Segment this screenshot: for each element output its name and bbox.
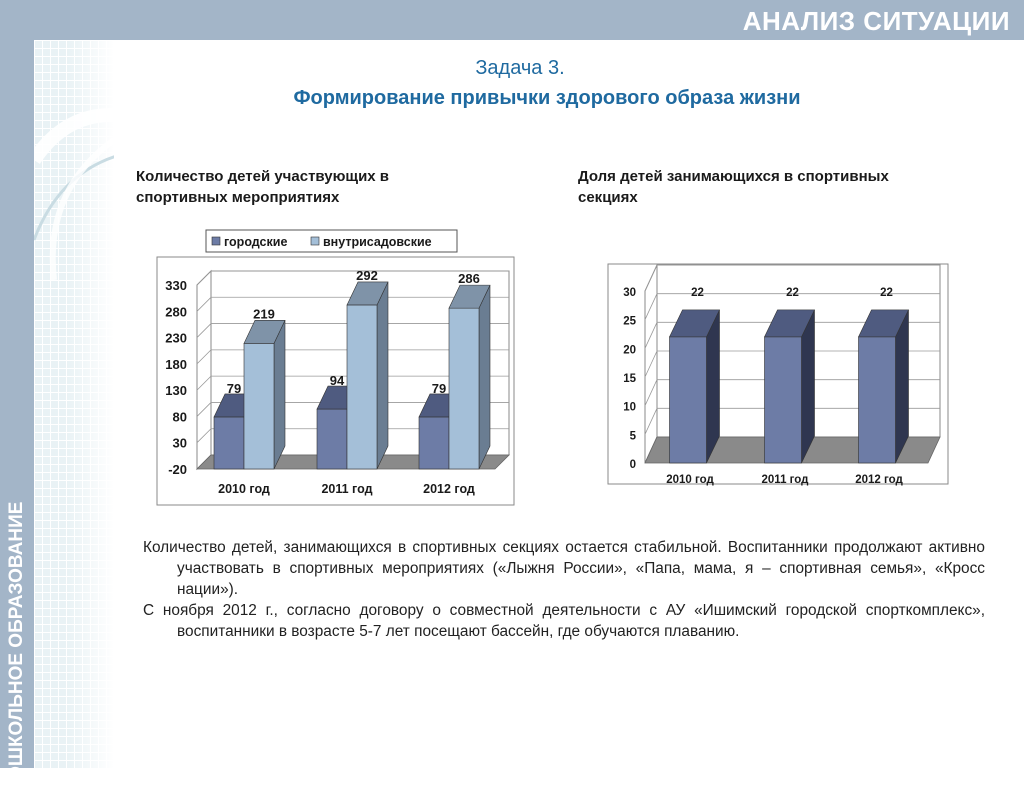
header-title: АНАЛИЗ СИТУАЦИИ bbox=[742, 6, 1010, 36]
chart2-y-tick-label: 15 bbox=[623, 373, 636, 385]
chart1-y-tick-label: -20 bbox=[168, 462, 187, 477]
chart1-data-label: 286 bbox=[458, 271, 480, 287]
chart2-data-label: 22 bbox=[880, 286, 893, 299]
chart2-data-label: 22 bbox=[786, 286, 799, 299]
chart1-y-tick-label: 30 bbox=[172, 435, 187, 451]
chart2-bar bbox=[765, 337, 802, 463]
chart2-bar bbox=[859, 337, 896, 463]
chart2-y-tick-label: 5 bbox=[629, 430, 636, 443]
chart1-y-tick-label: 130 bbox=[165, 383, 187, 399]
chart1-y-tick-label: 180 bbox=[165, 356, 187, 372]
sidebar-label: ДОШКОЛЬНОЕ ОБРАЗОВАНИЕ bbox=[6, 501, 27, 794]
chart1-data-label: 292 bbox=[356, 267, 378, 283]
chart1-y-tick-label: 80 bbox=[172, 409, 187, 425]
right-chart-caption: Доля детей занимающихся в спортивных секциях bbox=[578, 168, 889, 206]
chart1-y-tick-label: 230 bbox=[165, 330, 187, 346]
chart1-data-label: 79 bbox=[226, 380, 242, 396]
chart1-legend-label: внутрисадовские bbox=[323, 235, 432, 249]
chart1-y-tick-label: 330 bbox=[165, 278, 187, 293]
chart1-y-tick-label: 280 bbox=[165, 304, 187, 320]
task-number: Задача 3. bbox=[475, 57, 565, 79]
chart2-y-tick-label: 10 bbox=[623, 401, 636, 414]
chart2-y-tick-label: 30 bbox=[623, 287, 636, 299]
chart1-data-label: 219 bbox=[253, 306, 275, 322]
chart1-data-label: 94 bbox=[329, 373, 345, 389]
chart2-y-tick-label: 0 bbox=[629, 459, 636, 471]
summary-text bbox=[143, 537, 985, 642]
chart2-bar bbox=[670, 337, 707, 463]
chart1-x-tick-label: 2011 год bbox=[321, 482, 373, 496]
chart2-x-tick-label: 2011 год bbox=[761, 474, 809, 486]
chart1-x-tick-label: 2012 год bbox=[423, 482, 475, 496]
chart2-x-tick-label: 2010 год bbox=[666, 474, 714, 486]
chart1-legend-label: городские bbox=[224, 235, 288, 249]
chart1-x-tick-label: 2010 год bbox=[218, 482, 270, 496]
summary-paragraph-1: Количество детей, занимающихся в спортивных секциях остается стабильной. Воспитанники продолжают активно участвовать в спортивных мероприятиях («Лыжня России», «Папа, мама, я – спортивная семья», «Кросс нации»). bbox=[143, 539, 985, 598]
chart2-data-label: 22 bbox=[691, 286, 704, 299]
chart1-data-label: 79 bbox=[431, 380, 447, 396]
summary-paragraph-2: С ноября 2012 г., согласно договору о совместной деятельности с АУ «Ишимский городской спорткомплекс», воспитанники в возрасте 5-7 лет посещают бассейн, где обучаются плаванию. bbox=[143, 602, 985, 640]
chart2-x-tick-label: 2012 год bbox=[855, 474, 903, 486]
page-title: Формирование привычки здорового образа жизни bbox=[293, 87, 801, 109]
left-chart-caption: Количество детей участвующих в спортивных мероприятиях bbox=[136, 168, 390, 206]
chart2-y-tick-label: 25 bbox=[623, 315, 636, 328]
chart2-y-tick-label: 20 bbox=[623, 344, 636, 357]
